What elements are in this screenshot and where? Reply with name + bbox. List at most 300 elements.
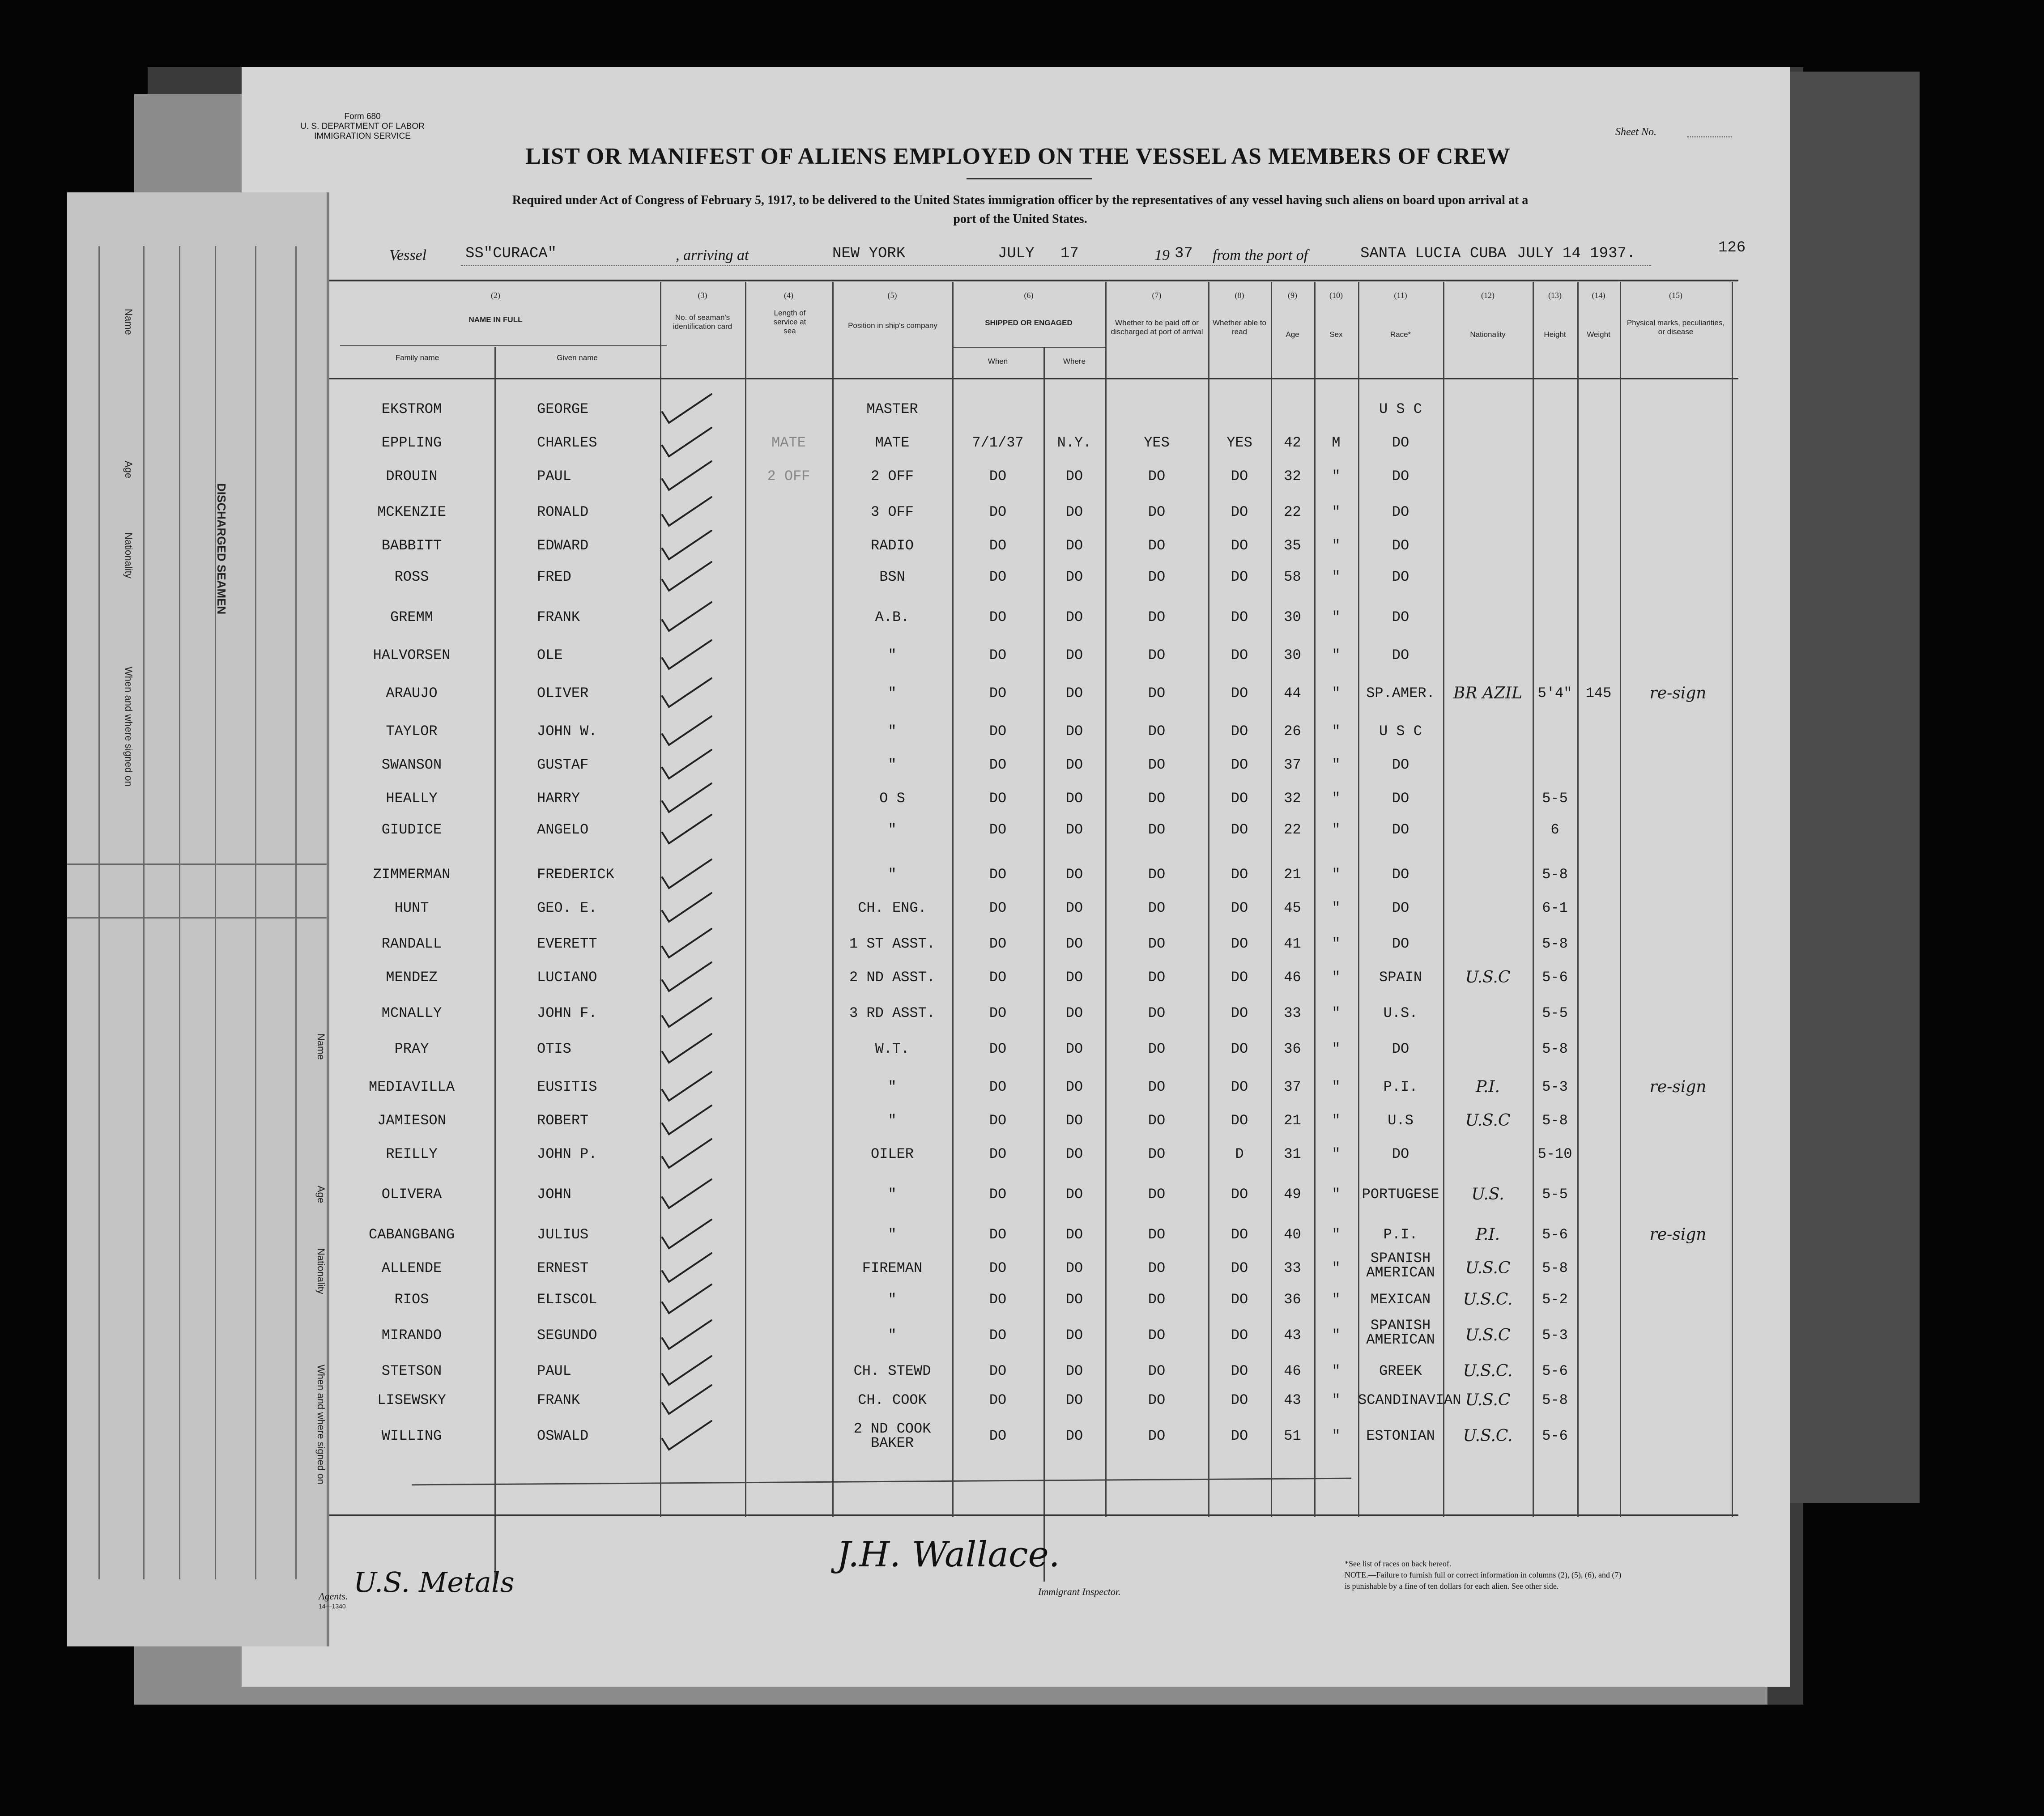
- family-name-header: Family name: [395, 353, 439, 362]
- cell-read: DO: [1231, 821, 1248, 838]
- cell-when: DO: [989, 866, 1007, 883]
- col-14-number: (14): [1592, 291, 1605, 300]
- cell-position: RADIO: [870, 537, 914, 554]
- cell-family: DROUIN: [386, 468, 438, 485]
- cell-sex: ": [1332, 936, 1341, 952]
- cell-sex: ": [1332, 821, 1341, 838]
- panel-split: [67, 863, 327, 865]
- check-mark-icon: [653, 493, 720, 529]
- form-number: [286, 112, 439, 141]
- cell-age: 33: [1284, 1260, 1301, 1276]
- physical-marks-header: Physical marks, peculiarities, or disease: [1627, 319, 1725, 336]
- cell-position: ": [888, 1112, 897, 1129]
- cell-paid: DO: [1148, 609, 1166, 625]
- panel-when-where-label-2: When and where signed on: [315, 1365, 327, 1484]
- cell-where: DO: [1065, 685, 1083, 702]
- cell-height: 5-8: [1542, 1112, 1568, 1129]
- cell-where: DO: [1065, 1005, 1083, 1021]
- title-rule: [967, 178, 1092, 179]
- cell-given: GEO. E.: [537, 900, 597, 916]
- cell-when: DO: [989, 1112, 1007, 1129]
- cell-paid: DO: [1148, 1392, 1166, 1408]
- cell-sex: ": [1332, 1041, 1341, 1057]
- cell-height: 5-8: [1542, 1041, 1568, 1057]
- cell-when: DO: [989, 1079, 1007, 1095]
- nationality-header: Nationality: [1470, 330, 1506, 339]
- cell-length: MATE: [771, 434, 806, 451]
- cell-nat: P.I.: [1475, 1078, 1500, 1096]
- cell-given: OSWALD: [537, 1428, 589, 1444]
- cell-race: DO: [1392, 609, 1410, 625]
- cell-age: 31: [1284, 1146, 1301, 1162]
- cell-when: DO: [989, 1041, 1007, 1057]
- cell-read: DO: [1231, 1363, 1248, 1379]
- cell-sex: M: [1332, 434, 1341, 451]
- check-mark-icon: [653, 811, 720, 847]
- cell-where: DO: [1065, 969, 1083, 986]
- cell-when: DO: [989, 757, 1007, 773]
- cell-read: D: [1235, 1146, 1244, 1162]
- cell-position: 2 ND COOK BAKER: [853, 1420, 931, 1451]
- given-name-header: Given name: [557, 353, 598, 362]
- cell-age: 37: [1284, 1079, 1301, 1095]
- cell-when: DO: [989, 1291, 1007, 1308]
- cell-length: 2 OFF: [767, 468, 810, 485]
- cell-race: DO: [1392, 821, 1410, 838]
- cell-race: P.I.: [1383, 1079, 1418, 1095]
- cell-nat: U.S.C.: [1463, 1427, 1513, 1445]
- cell-position: ": [888, 1186, 897, 1203]
- cell-when: DO: [989, 569, 1007, 585]
- cell-sex: ": [1332, 647, 1341, 663]
- cell-read: DO: [1231, 900, 1248, 916]
- cell-nat: U.S.C: [1465, 1391, 1511, 1409]
- cell-given: RONALD: [537, 504, 589, 520]
- cell-age: 26: [1284, 723, 1301, 740]
- cell-position: MASTER: [866, 401, 918, 417]
- col-12-number: (12): [1481, 291, 1495, 300]
- cell-paid: DO: [1148, 1291, 1166, 1308]
- check-mark-icon: [653, 599, 720, 634]
- cell-read: DO: [1231, 1392, 1248, 1408]
- cell-where: DO: [1065, 1327, 1083, 1344]
- cell-race: DO: [1392, 1041, 1410, 1057]
- cell-height: 5-6: [1542, 1428, 1568, 1444]
- cell-position: ": [888, 821, 897, 838]
- cell-read: DO: [1231, 1291, 1248, 1308]
- cell-read: DO: [1231, 790, 1248, 807]
- cell-where: DO: [1065, 1260, 1083, 1276]
- cell-age: 46: [1284, 1363, 1301, 1379]
- cell-family: HUNT: [394, 900, 429, 916]
- cell-age: 46: [1284, 969, 1301, 986]
- cell-sex: ": [1332, 723, 1341, 740]
- cell-where: DO: [1065, 609, 1083, 625]
- cell-height: 5-6: [1542, 1363, 1568, 1379]
- cell-position: A.B.: [875, 609, 910, 625]
- cell-position: 3 OFF: [870, 504, 914, 520]
- cell-where: DO: [1065, 821, 1083, 838]
- form-service: IMMIGRATION SERVICE: [314, 132, 411, 141]
- cell-family: EKSTROM: [381, 401, 442, 417]
- check-mark-icon: [653, 746, 720, 782]
- panel-line: [179, 246, 180, 1579]
- cell-position: O S: [879, 790, 905, 807]
- cell-race: SPANISH AMERICAN: [1366, 1250, 1435, 1281]
- arriving-label: , arriving at: [676, 247, 749, 264]
- cell-read: DO: [1231, 504, 1248, 520]
- check-mark-icon: [653, 558, 720, 594]
- cell-read: DO: [1231, 936, 1248, 952]
- cell-family: RANDALL: [381, 936, 442, 952]
- check-mark-icon: [653, 1068, 720, 1104]
- panel-age-label: Age: [123, 461, 134, 479]
- check-mark-icon: [653, 713, 720, 749]
- cell-when: DO: [989, 1392, 1007, 1408]
- cell-position: W.T.: [875, 1041, 910, 1057]
- cell-family: TAYLOR: [386, 723, 438, 740]
- table-top-rule: [324, 280, 1738, 281]
- cell-age: 37: [1284, 757, 1301, 773]
- check-mark-icon: [653, 995, 720, 1030]
- cell-given: JULIUS: [537, 1226, 589, 1243]
- cell-paid: DO: [1148, 1079, 1166, 1095]
- cell-when: DO: [989, 1428, 1007, 1444]
- cell-sex: ": [1332, 685, 1341, 702]
- cell-family: ZIMMERMAN: [373, 866, 451, 883]
- col-3-number: (3): [698, 291, 707, 300]
- when-header: When: [988, 357, 1008, 366]
- cell-sex: ": [1332, 790, 1341, 807]
- cell-paid: DO: [1148, 723, 1166, 740]
- cell-position: CH. COOK: [858, 1392, 927, 1408]
- cell-where: N.Y.: [1057, 434, 1092, 451]
- cell-nat: U.S.C: [1465, 1259, 1511, 1277]
- cell-position: ": [888, 647, 897, 663]
- discharged-seamen-panel: [67, 192, 329, 1646]
- cell-race: DO: [1392, 1146, 1410, 1162]
- cell-nat: U.S.C.: [1463, 1290, 1513, 1309]
- cell-paid: DO: [1148, 821, 1166, 838]
- form-dept: U. S. DEPARTMENT OF LABOR: [300, 122, 425, 131]
- cell-race: DO: [1392, 468, 1410, 485]
- cell-paid: DO: [1148, 504, 1166, 520]
- cell-race: ESTONIAN: [1366, 1428, 1435, 1444]
- cell-nat: U.S.C: [1465, 1111, 1511, 1130]
- panel-name-label-2: Name: [315, 1033, 327, 1060]
- cell-nat: U.S.C.: [1463, 1362, 1513, 1380]
- cell-where: DO: [1065, 1186, 1083, 1203]
- check-mark-icon: [653, 1382, 720, 1417]
- check-mark-icon: [653, 1102, 720, 1138]
- cell-where: DO: [1065, 1291, 1083, 1308]
- cell-age: 22: [1284, 504, 1301, 520]
- cell-when: 7/1/37: [972, 434, 1024, 451]
- cell-nat: P.I.: [1475, 1225, 1500, 1244]
- cell-given: EDWARD: [537, 537, 589, 554]
- cell-sex: ": [1332, 866, 1341, 883]
- cell-family: LISEWSKY: [377, 1392, 446, 1408]
- footnote-penalty-1: NOTE.—Failure to furnish full or correct information in columns (2), (5), (6), and (7): [1345, 1570, 1622, 1579]
- cell-paid: DO: [1148, 1260, 1166, 1276]
- cell-age: 32: [1284, 790, 1301, 807]
- cell-paid: DO: [1148, 936, 1166, 952]
- cell-sex: ": [1332, 1363, 1341, 1379]
- cell-sex: ": [1332, 537, 1341, 554]
- cell-family: HALVORSEN: [373, 647, 451, 663]
- cell-family: MIRANDO: [381, 1327, 442, 1344]
- subtitle-line-2: port of the United States.: [953, 212, 1087, 226]
- check-mark-icon: [653, 1030, 720, 1066]
- cell-sex: ": [1332, 1291, 1341, 1308]
- cell-where: DO: [1065, 1428, 1083, 1444]
- cell-sex: ": [1332, 1327, 1341, 1344]
- cell-family: OLIVERA: [381, 1186, 442, 1203]
- cell-family: WILLING: [381, 1428, 442, 1444]
- cell-when: DO: [989, 936, 1007, 952]
- cell-family: MCNALLY: [381, 1005, 442, 1021]
- cell-paid: DO: [1148, 1041, 1166, 1057]
- cell-when: DO: [989, 537, 1007, 554]
- cell-family: ALLENDE: [381, 1260, 442, 1276]
- vessel-line-dots: [461, 265, 1651, 266]
- cell-height: 5-6: [1542, 1226, 1568, 1243]
- cell-where: DO: [1065, 1041, 1083, 1057]
- panel-line: [215, 246, 216, 1579]
- cell-age: 40: [1284, 1226, 1301, 1243]
- cell-age: 44: [1284, 685, 1301, 702]
- check-mark-icon: [653, 637, 720, 672]
- cell-paid: DO: [1148, 1146, 1166, 1162]
- cell-marks: re-sign: [1649, 684, 1707, 702]
- cell-age: 21: [1284, 1112, 1301, 1129]
- cell-position: BSN: [879, 569, 905, 585]
- check-mark-icon: [653, 1317, 720, 1352]
- cell-race: DO: [1392, 866, 1410, 883]
- cell-given: EVERETT: [537, 936, 597, 952]
- col-7-number: (7): [1152, 291, 1162, 300]
- cell-given: CHARLES: [537, 434, 597, 451]
- cell-paid: DO: [1148, 1186, 1166, 1203]
- cell-sex: ": [1332, 1186, 1341, 1203]
- cell-given: JOHN P.: [537, 1146, 597, 1162]
- cell-sex: ": [1332, 468, 1341, 485]
- cell-race: DO: [1392, 790, 1410, 807]
- subtitle-line-1: Required under Act of Congress of February 5, 1917, to be delivered to the United States immigration officer by the representatives of any vessel having such aliens on board upon arrival at a: [512, 193, 1529, 207]
- cell-where: DO: [1065, 936, 1083, 952]
- cell-given: JOHN F.: [537, 1005, 597, 1021]
- cell-given: JOHN: [537, 1186, 571, 1203]
- cell-height: 5-8: [1542, 1260, 1568, 1276]
- cell-race: U.S.: [1383, 1005, 1418, 1021]
- cell-race: DO: [1392, 504, 1410, 520]
- cell-paid: DO: [1148, 1226, 1166, 1243]
- cell-age: 43: [1284, 1327, 1301, 1344]
- cell-paid: DO: [1148, 969, 1166, 986]
- cell-race: SP.AMER.: [1366, 685, 1435, 702]
- cell-paid: DO: [1148, 1327, 1166, 1344]
- cell-given: FRANK: [537, 1392, 580, 1408]
- cell-read: DO: [1231, 1428, 1248, 1444]
- cell-given: FRANK: [537, 609, 580, 625]
- arrival-year: 37: [1175, 245, 1193, 262]
- panel-name-label: Name: [123, 309, 134, 335]
- sheet-no-label: Sheet No.: [1615, 126, 1656, 138]
- discharged-seamen-label: DISCHARGED SEAMEN: [215, 483, 228, 615]
- header-bottom-rule: [324, 378, 1738, 379]
- cell-where: DO: [1065, 1146, 1083, 1162]
- form-title: LIST OR MANIFEST OF ALIENS EMPLOYED ON THE VESSEL AS MEMBERS OF CREW: [525, 144, 1511, 169]
- check-mark-icon: [653, 675, 720, 710]
- name-split-rule: [340, 345, 667, 346]
- cell-family: EPPLING: [381, 434, 442, 451]
- cell-read: DO: [1231, 647, 1248, 663]
- agents-label: Agents.: [319, 1591, 348, 1602]
- cell-position: MATE: [875, 434, 910, 451]
- cell-read: DO: [1231, 1112, 1248, 1129]
- cell-where: DO: [1065, 537, 1083, 554]
- cell-height: 5-6: [1542, 969, 1568, 986]
- cell-read: DO: [1231, 866, 1248, 883]
- cell-paid: DO: [1148, 790, 1166, 807]
- cell-paid: DO: [1148, 1428, 1166, 1444]
- cell-age: 49: [1284, 1186, 1301, 1203]
- cell-paid: DO: [1148, 1112, 1166, 1129]
- sex-header: Sex: [1329, 330, 1343, 339]
- panel-line: [143, 246, 145, 1579]
- cell-position: ": [888, 866, 897, 883]
- arrival-port: NEW YORK: [832, 245, 906, 262]
- cell-family: GREMM: [390, 609, 433, 625]
- cell-read: DO: [1231, 723, 1248, 740]
- check-mark-icon: [653, 925, 720, 961]
- cell-race: MEXICAN: [1370, 1291, 1431, 1308]
- cell-read: DO: [1231, 569, 1248, 585]
- cell-paid: DO: [1148, 900, 1166, 916]
- cell-when: DO: [989, 1363, 1007, 1379]
- cell-when: DO: [989, 1260, 1007, 1276]
- cell-position: ": [888, 1079, 897, 1095]
- cell-when: DO: [989, 821, 1007, 838]
- cell-position: ": [888, 1327, 897, 1344]
- cell-age: 42: [1284, 434, 1301, 451]
- cell-when: DO: [989, 1327, 1007, 1344]
- cell-sex: ": [1332, 1146, 1341, 1162]
- cell-height: 6: [1550, 821, 1559, 838]
- form-code: 14—1340: [319, 1603, 346, 1610]
- cell-when: DO: [989, 1146, 1007, 1162]
- cell-race: PORTUGESE: [1362, 1186, 1439, 1203]
- page-number: 126: [1718, 239, 1746, 256]
- height-header: Height: [1544, 330, 1566, 339]
- cell-height: 5'4": [1537, 685, 1572, 702]
- panel-when-where-label: When and where signed on: [123, 667, 134, 787]
- length-header: Length of service at sea: [773, 309, 806, 335]
- cell-when: DO: [989, 790, 1007, 807]
- cell-read: DO: [1231, 609, 1248, 625]
- cell-paid: DO: [1148, 1005, 1166, 1021]
- cell-given: ELISCOL: [537, 1291, 597, 1308]
- check-mark-icon: [653, 391, 720, 426]
- cell-position: OILER: [870, 1146, 914, 1162]
- cell-height: 5-8: [1542, 866, 1568, 883]
- cell-age: 51: [1284, 1428, 1301, 1444]
- col-2-number: (2): [491, 291, 500, 300]
- cell-age: 32: [1284, 468, 1301, 485]
- cell-when: DO: [989, 969, 1007, 986]
- col-11-number: (11): [1394, 291, 1407, 300]
- cell-given: GUSTAF: [537, 757, 589, 773]
- cell-position: CH. STEWD: [853, 1363, 931, 1379]
- col-8-number: (8): [1235, 291, 1244, 300]
- cell-age: 33: [1284, 1005, 1301, 1021]
- cell-given: ROBERT: [537, 1112, 589, 1129]
- cell-family: MCKENZIE: [377, 504, 446, 520]
- sheet-no-field: [1687, 136, 1732, 137]
- cell-height: 5-10: [1537, 1146, 1572, 1162]
- cell-position: ": [888, 685, 897, 702]
- panel-line: [98, 246, 100, 1579]
- cell-where: DO: [1065, 504, 1083, 520]
- cell-when: DO: [989, 647, 1007, 663]
- cell-read: DO: [1231, 1226, 1248, 1243]
- cell-family: PRAY: [394, 1041, 429, 1057]
- cell-paid: DO: [1148, 569, 1166, 585]
- col-5-number: (5): [887, 291, 897, 300]
- cell-when: DO: [989, 504, 1007, 520]
- cell-given: OTIS: [537, 1041, 571, 1057]
- cell-given: ERNEST: [537, 1260, 589, 1276]
- cell-family: GIUDICE: [381, 821, 442, 838]
- cell-sex: ": [1332, 504, 1341, 520]
- col-13-number: (13): [1548, 291, 1562, 300]
- cell-family: MENDEZ: [386, 969, 438, 986]
- cell-read: DO: [1231, 537, 1248, 554]
- cell-sex: ": [1332, 1112, 1341, 1129]
- agents-signature: U.S. Metals: [353, 1566, 515, 1599]
- cell-when: DO: [989, 1226, 1007, 1243]
- panel-age-label-2: Age: [315, 1186, 327, 1204]
- cell-when: DO: [989, 723, 1007, 740]
- cell-age: 41: [1284, 936, 1301, 952]
- cell-family: REILLY: [386, 1146, 438, 1162]
- check-mark-icon: [653, 856, 720, 892]
- check-mark-icon: [653, 458, 720, 493]
- inspector-signature: J.H. Wallace.: [837, 1535, 1060, 1575]
- cell-given: GEORGE: [537, 401, 589, 417]
- cell-weight: 145: [1585, 685, 1612, 702]
- check-mark-icon: [653, 1250, 720, 1285]
- cell-nat: BR AZIL: [1453, 684, 1523, 702]
- cell-when: DO: [989, 1005, 1007, 1021]
- name-in-full-header: NAME IN FULL: [468, 315, 523, 324]
- cell-read: DO: [1231, 1005, 1248, 1021]
- cell-given: FRED: [537, 569, 571, 585]
- table-bottom-rule: [324, 1514, 1738, 1516]
- cell-family: RIOS: [394, 1291, 429, 1308]
- panel-nationality-label: Nationality: [123, 532, 134, 578]
- cell-age: 21: [1284, 866, 1301, 883]
- col-15-number: (15): [1669, 291, 1682, 300]
- cell-position: ": [888, 1291, 897, 1308]
- cell-marks: re-sign: [1649, 1078, 1707, 1096]
- cell-where: DO: [1065, 757, 1083, 773]
- cell-where: DO: [1065, 468, 1083, 485]
- cell-where: DO: [1065, 1112, 1083, 1129]
- cell-race: GREEK: [1379, 1363, 1422, 1379]
- vessel-label: Vessel: [389, 247, 427, 264]
- check-mark-icon: [653, 1417, 720, 1453]
